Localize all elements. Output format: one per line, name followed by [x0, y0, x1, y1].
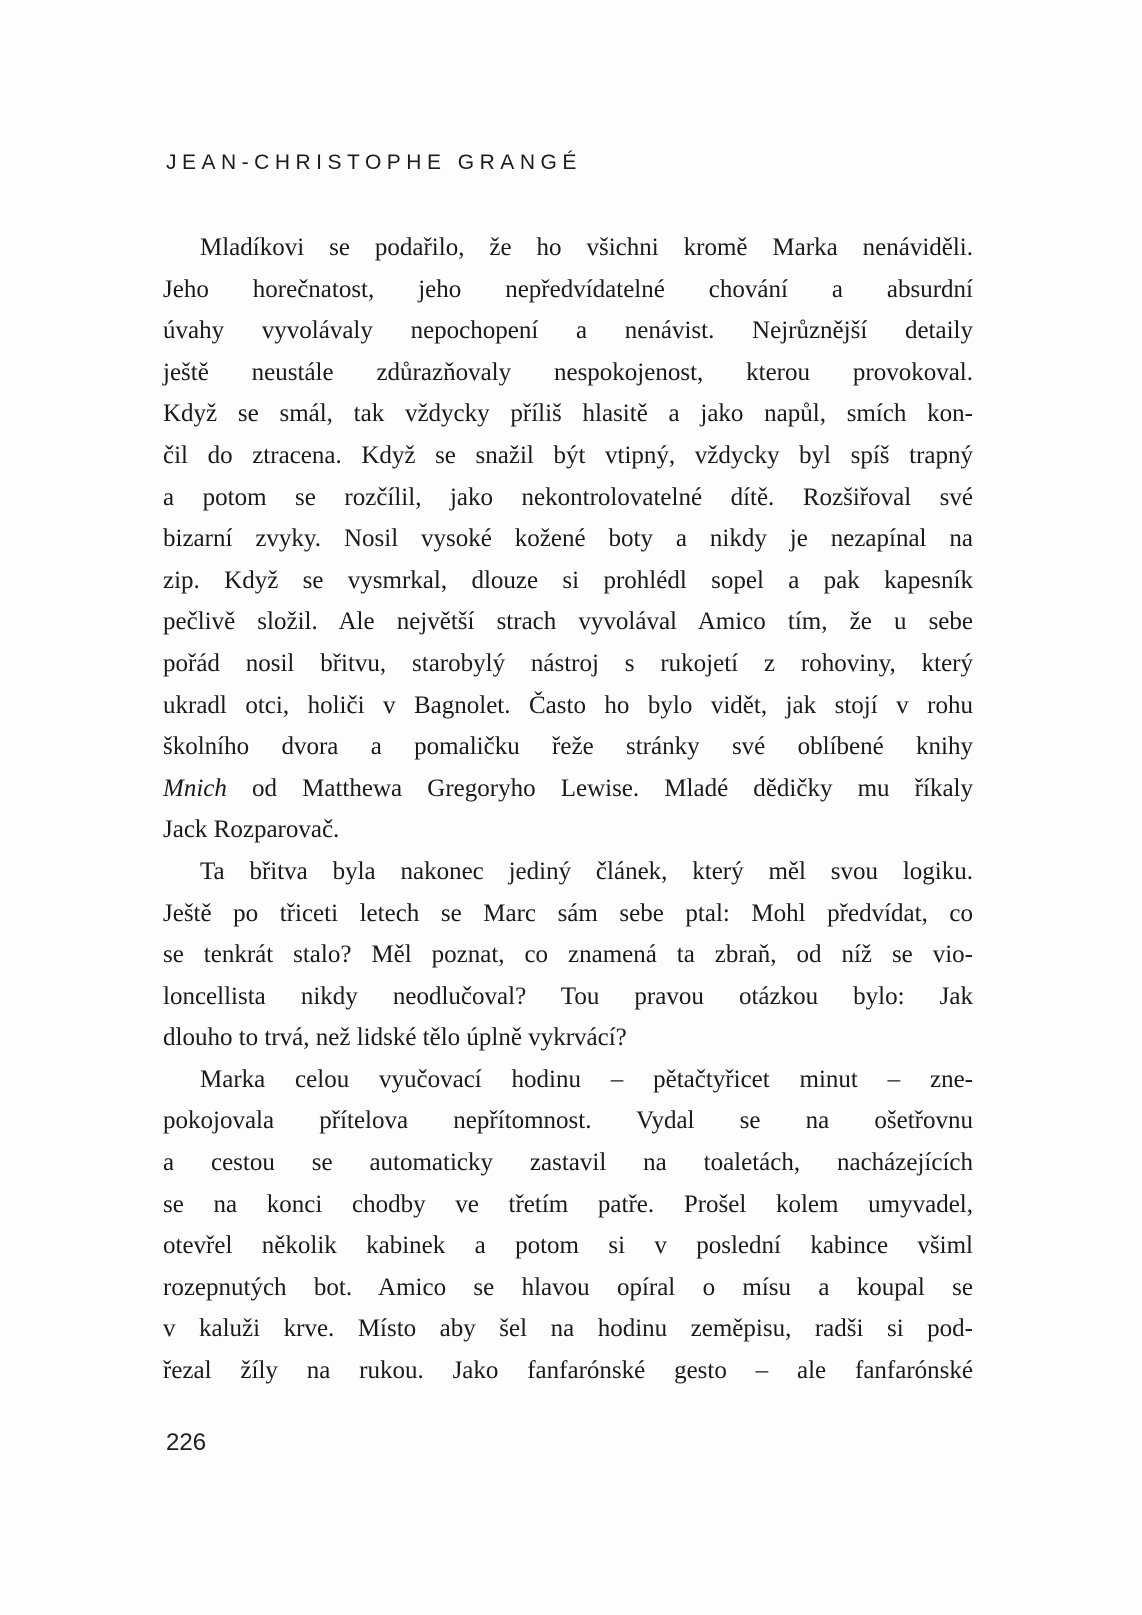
text-line: Ta břitva byla nakonec jediný článek, který měl svou logiku. — [200, 857, 973, 885]
text-line: úvahy vyvolávaly nepochopení a nenávist. Nejrůznější detaily — [163, 317, 973, 345]
text-line: čil do ztracena. Když se snažil být vtipný, vždycky byl spíš trapný — [163, 441, 973, 469]
text-line: se na konci chodby ve třetím patře. Prošel kolem umyvadel, — [163, 1190, 973, 1218]
text-line: zip. Když se vysmrkal, dlouze si prohlédl sopel a pak kapesník — [163, 566, 973, 594]
text-line: pečlivě složil. Ale největší strach vyvolával Amico tím, že u sebe — [163, 608, 973, 636]
text-line: Jack Rozparovač. — [163, 816, 340, 844]
text-line: pořád nosil břitvu, starobylý nástroj s rukojetí z rohoviny, který — [163, 649, 973, 677]
text-line: Mnich od Matthewa Gregoryho Lewise. Mladé dědičky mu říkaly — [163, 774, 973, 802]
text-line: bizarní zvyky. Nosil vysoké kožené boty a nikdy je nezapínal na — [163, 525, 973, 553]
text-line: pokojovala přítelova nepřítomnost. Vydal se na ošetřovnu — [163, 1107, 973, 1135]
text-line: loncellista nikdy neodlučoval? Tou pravou otázkou bylo: Jak — [163, 982, 973, 1010]
text-line: rozepnutých bot. Amico se hlavou opíral o mísu a koupal se — [163, 1273, 973, 1301]
text-line: Když se smál, tak vždycky příliš hlasitě a jako napůl, smích kon- — [163, 400, 973, 428]
text-line: dlouho to trvá, než lidské tělo úplně vykrvácí? — [163, 1024, 627, 1052]
text-line: v kaluži krve. Místo aby šel na hodinu zeměpisu, radši si pod- — [163, 1315, 973, 1343]
text-line: Jeho horečnatost, jeho nepředvídatelné chování a absurdní — [163, 275, 973, 303]
paragraph — [163, 1059, 973, 1392]
text-line: Marka celou vyučovací hodinu – pětačtyřicet minut – zne- — [200, 1065, 973, 1093]
page-number: 226 — [166, 1429, 207, 1456]
text-line: a cestou se automaticky zastavil na toaletách, nacházejících — [163, 1149, 973, 1177]
text-line: řezal žíly na rukou. Jako fanfarónské gesto – ale fanfarónské — [163, 1357, 973, 1385]
text-line: a potom se rozčílil, jako nekontrolovatelné dítě. Rozšiřoval své — [163, 483, 973, 511]
text-line: se tenkrát stalo? Měl poznat, co znamená ta zbraň, od níž se vio- — [163, 941, 973, 969]
text-line: Mladíkovi se podařilo, že ho všichni kromě Marka nenáviděli. — [200, 234, 973, 261]
running-header-author: JEAN-CHRISTOPHE GRANGÉ — [166, 151, 582, 174]
paragraph — [163, 851, 973, 1059]
paragraph — [163, 227, 973, 851]
text-line: otevřel několik kabinek a potom si v poslední kabince všiml — [163, 1232, 973, 1260]
text-line: ještě neustále zdůrazňovaly nespokojenost, kterou provokoval. — [163, 358, 973, 386]
text-line: ukradl otci, holiči v Bagnolet. Často ho bylo vidět, jak stojí v rohu — [163, 691, 973, 719]
text-line: školního dvora a pomaličku řeže stránky své oblíbené knihy — [163, 733, 973, 761]
body-text — [163, 227, 973, 1392]
text-line: Ještě po třiceti letech se Marc sám sebe ptal: Mohl předvídat, co — [163, 899, 973, 927]
